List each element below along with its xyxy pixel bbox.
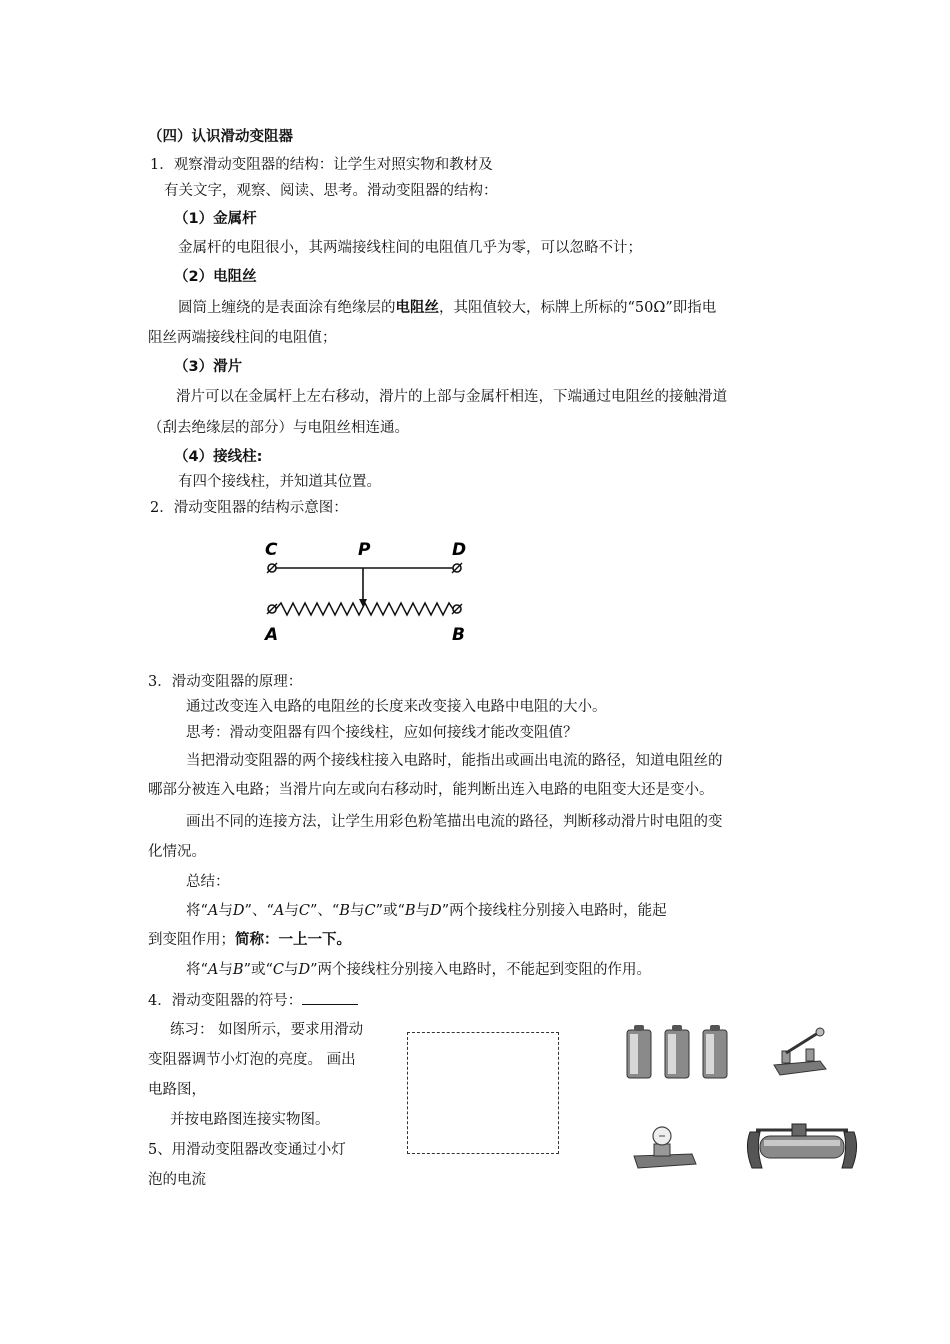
item1-heading: （1）金属杆 [174,211,257,227]
item2-text-line2: 阻丝两端接线柱间的电阻值； [148,330,337,346]
diagram-label-p: P [358,540,371,560]
p3-heading: 3．滑动变阻器的原理： [148,674,303,690]
summary-line1: 将“A与D”、“A与C”、“B与C”或“B与D”两个接线柱分别接入电路时，能起 [186,903,667,919]
think-question: 思考：滑动变阻器有四个接线柱，应如何接线才能改变阻值？ [186,725,578,741]
p3-text: 通过改变连入电路的电阻丝的长度来改变接入电路中电阻的大小。 [186,699,607,715]
item4-heading: （4）接线柱: [174,449,263,465]
item3-text-line1: 滑片可以在金属杆上左右移动，滑片的上部与金属杆相连，下端通过电阻丝的接触滑道 [176,389,727,405]
resistance-wire [276,603,453,615]
answer-blank [302,990,358,1005]
item2-text-line1: 圆筒上缠绕的是表面涂有绝缘层的电阻丝，其阻值较大，标牌上所标的“50Ω”即指电 [178,300,717,316]
p1-line2: 有关文字，观察、阅读、思考。滑动变阻器的结构： [164,183,498,199]
para-a-line2: 哪部分被连入电路；当滑片向左或向右移动时，能判断出连入电路的电阻变大还是变小。 [148,782,714,798]
p2-diagram-caption: 2．滑动变阻器的结构示意图： [150,500,348,516]
switch-illustration [770,1025,830,1080]
diagram-label-a: A [265,625,279,645]
p5-line2: 泡的电流 [148,1172,206,1188]
p1-line1: 1．观察滑动变阻器的结构：让学生对照实物和教材及 [150,157,493,173]
summary-line3: 将“A与B”或“C与D”两个接线柱分别接入电路时，不能起到变阻的作用。 [186,962,652,978]
bulb-illustration [630,1122,700,1172]
diagram-label-b: B [452,625,465,645]
para-b-line1: 画出不同的连接方法，让学生用彩色粉笔描出电流的路径，判断移动滑片时电阻的变 [186,814,723,830]
item3-heading: （3）滑片 [174,359,243,375]
p4-symbol-question: 4．滑动变阻器的符号： [148,990,358,1011]
para-b-line2: 化情况。 [148,844,206,860]
item3-text-line2: （刮去绝缘层的部分）与电阻丝相连通。 [148,420,409,436]
exercise-line4: 并按电路图连接实物图。 [170,1112,330,1128]
item2-heading: （2）电阻丝 [174,269,257,285]
item1-text: 金属杆的电阻很小，其两端接线柱间的电阻值几乎为零，可以忽略不计； [178,240,642,256]
diagram-label-d: D [452,540,467,560]
batteries-illustration [622,1022,732,1084]
p5-line1: 5、用滑动变阻器改变通过小灯 [148,1142,346,1158]
rheostat-structure-diagram [255,533,485,648]
summary-line2: 到变阻作用；简称：一上一下。 [148,932,351,948]
para-a-line1: 当把滑动变阻器的两个接线柱接入电路时，能指出或画出电流的路径，知道电阻丝的 [186,753,723,769]
item4-text: 有四个接线柱，并知道其位置。 [178,474,381,490]
section-title: （四）认识滑动变阻器 [148,129,293,145]
summary-heading: 总结： [186,874,230,890]
rheostat-illustration [742,1120,862,1180]
circuit-drawing-box [407,1032,559,1154]
exercise-line3: 电路图， [148,1082,206,1098]
diagram-label-c: C [265,540,278,560]
exercise-line1: 练习： 如图所示，要求用滑动 [170,1022,364,1038]
exercise-line2: 变阻器调节小灯泡的亮度。 画出 [148,1052,356,1068]
